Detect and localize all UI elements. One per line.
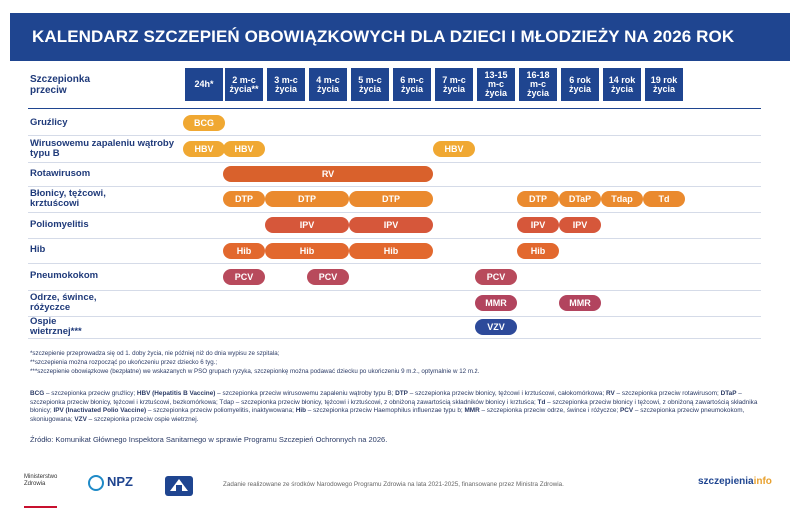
- row-separator: [28, 316, 761, 317]
- legend-abbreviation: Hib: [295, 407, 306, 415]
- legend-description: – szczepionka przeciw błonicy, tężcowi i krztuścowi, bezkomórkowa; Tdap – szczepionka przeciw błonicy, tężcowi i krztuścowi, z obniżoną zawartością składników błonicy i krztuśca;: [30, 390, 742, 406]
- age-label: 5 m-c życia: [358, 74, 382, 94]
- row-separator: [28, 338, 761, 339]
- age-label: 6 rok życia: [568, 74, 592, 94]
- vaccine-dose-pill: IPV: [349, 217, 433, 233]
- vaccine-dose-pill: Tdap: [601, 191, 643, 207]
- age-column-header: [477, 68, 515, 101]
- vaccine-dose-pill: RV: [223, 166, 433, 182]
- footnote: **szczepienia można rozpocząć po ukończeniu przez dziecko 6 tyg.;: [30, 359, 218, 366]
- age-column-header: [435, 68, 473, 101]
- legend-abbreviation: BCG: [30, 390, 45, 397]
- row-separator: [28, 238, 761, 239]
- age-label: 3 m-c życia: [274, 74, 298, 94]
- source-note: Źródło: Komunikat Głównego Inspektora Sanitarnego w sprawie Programu Szczepień Ochronnych na 2026.: [30, 435, 388, 444]
- age-column-header: [185, 68, 223, 101]
- legend-abbreviation: RV: [606, 390, 615, 397]
- age-column-header: [351, 68, 389, 101]
- vaccine-row-label: Hib: [30, 244, 46, 256]
- vaccine-dose-pill: HBV: [183, 141, 225, 157]
- vaccine-row-label: Gruźlicy: [30, 116, 68, 128]
- footnote: *szczepienie przeprowadza się od 1. doby życia, nie później niż do dnia wypisu ze szpitala;: [30, 350, 280, 357]
- vaccine-dose-pill: Hib: [223, 243, 265, 259]
- vaccine-row-label: Pneumokokom: [30, 270, 99, 282]
- vaccine-dose-pill: DTP: [223, 191, 265, 207]
- legend-abbreviation: DTaP: [720, 390, 737, 397]
- vaccine-dose-pill: DTP: [349, 191, 433, 207]
- age-label: 4 m-c życia: [316, 74, 340, 94]
- age-label: 6 m-c życia: [400, 74, 424, 94]
- vaccine-dose-pill: HBV: [223, 141, 265, 157]
- age-column-header: [309, 68, 347, 101]
- age-label: 19 rok życia: [650, 74, 678, 94]
- row-separator: [28, 186, 761, 187]
- vaccine-dose-pill: HBV: [433, 141, 475, 157]
- footnote: ***szczepienie obowiązkowe (bezpłatne) we wskazanych w PSO grupach ryzyka, szczepionkę można podawać dziecku po ukończeniu 9 m.ż., optymalnie w 12 m.ż.: [30, 368, 480, 375]
- vaccine-dose-pill: IPV: [559, 217, 601, 233]
- age-column-header: [267, 68, 305, 101]
- vaccine-dose-pill: PCV: [223, 269, 265, 285]
- legend-description: – szczepionka przeciw pneumokokom, skoniugowana;: [30, 407, 745, 423]
- age-column-header: [225, 68, 263, 101]
- szczepienia-info-logo: szczepieniainfo: [698, 476, 772, 487]
- vaccine-row-label: Rotawirusom: [30, 167, 91, 179]
- legend-description: – szczepionka przeciw poliomyelitis, inaktywowana;: [146, 407, 296, 415]
- column-header-label: Szczepionka przeciw: [30, 74, 91, 96]
- vaccine-dose-pill: Td: [643, 191, 685, 207]
- vaccine-row-label: Poliomyelitis: [30, 218, 89, 230]
- age-label: 24h*: [194, 79, 214, 89]
- age-label: 13-15 m-c życia: [484, 70, 508, 98]
- row-separator: [28, 212, 761, 213]
- legend-abbreviation: Td: [537, 398, 546, 406]
- age-column-header: [603, 68, 641, 101]
- age-column-header: [561, 68, 599, 101]
- vaccine-dose-pill: IPV: [517, 217, 559, 233]
- funding-note: Zadanie realizowane ze środków Narodowego Programu Zdrowia na lata 2021-2025, finansowane przez Ministra Zdrowia.: [223, 481, 564, 488]
- vaccine-row-label: Wirusowemu zapaleniu wątroby typu B: [30, 137, 175, 159]
- vaccine-dose-pill: Hib: [349, 243, 433, 259]
- age-label: 7 m-c życia: [442, 74, 466, 94]
- vaccine-dose-pill: BCG: [183, 115, 225, 131]
- legend-description: – szczepionka przeciw Haemophilus influenzae typu b;: [306, 407, 465, 415]
- npz-mark-icon: [88, 475, 104, 491]
- legend-abbreviation: MMR: [464, 407, 480, 415]
- row-separator: [28, 135, 761, 136]
- row-separator: [28, 108, 761, 109]
- ministry-of-health-logo: Ministerstwo Zdrowia: [24, 474, 57, 508]
- legend-abbreviation: VZV: [74, 415, 87, 423]
- vaccine-dose-pill: DTP: [265, 191, 349, 207]
- vaccine-dose-pill: VZV: [475, 319, 517, 335]
- vaccine-dose-pill: PCV: [307, 269, 349, 285]
- vaccine-row-label: Odrze, śwince, różyczce: [30, 291, 97, 313]
- legend-abbreviation: IPV (Inactivated Polio Vaccine): [53, 407, 147, 415]
- vaccine-dose-pill: MMR: [475, 295, 517, 311]
- row-separator: [28, 290, 761, 291]
- legend-description: – szczepionka przeciw ospie wietrznej.: [86, 415, 199, 423]
- legend-description: – szczepionka przeciw gruźlicy;: [44, 390, 137, 397]
- vaccine-dose-pill: DTP: [517, 191, 559, 207]
- age-column-header: [519, 68, 557, 101]
- vaccine-row-label: Błonicy, tężcowi, krztuścowi: [30, 187, 106, 209]
- legend-description: – szczepionka przeciw odrze, śwince i różyczce;: [479, 407, 620, 415]
- vaccine-dose-pill: Hib: [265, 243, 349, 259]
- abbreviation-legend: [30, 390, 765, 424]
- row-separator: [28, 162, 761, 163]
- legend-description: – szczepionka przeciw błonicy, tężcowi i krztuścowi, całokomórkowa;: [407, 390, 606, 397]
- gis-emblem-icon: [162, 474, 196, 498]
- age-label: 2 m-c życia**: [229, 74, 259, 94]
- legend-abbreviation: DTP: [395, 390, 408, 397]
- vaccine-dose-pill: DTaP: [559, 191, 601, 207]
- legend-description: – szczepionka przeciw wirusowemu zapaleniu wątroby typu B;: [215, 390, 396, 397]
- legend-abbreviation: HBV (Hepatitis B Vaccine): [136, 390, 216, 397]
- age-label: 14 rok życia: [608, 74, 636, 94]
- vaccine-row-label: Ospie wietrznej***: [30, 315, 82, 337]
- age-column-header: [393, 68, 431, 101]
- npz-logo: NPZ: [88, 474, 133, 504]
- legend-abbreviation: PCV: [620, 407, 634, 415]
- vaccine-dose-pill: MMR: [559, 295, 601, 311]
- vaccine-dose-pill: PCV: [475, 269, 517, 285]
- page-title: KALENDARZ SZCZEPIEŃ OBOWIĄZKOWYCH DLA DZIECI I MŁODZIEŻY NA 2026 ROK: [10, 13, 790, 61]
- row-separator: [28, 263, 761, 264]
- vaccine-dose-pill: Hib: [517, 243, 559, 259]
- age-column-header: [645, 68, 683, 101]
- age-label: 16-18 m-c życia: [526, 70, 550, 98]
- legend-description: – szczepionka przeciw rotawirusom;: [614, 390, 721, 397]
- legend-description: – szczepionka przeciw błonicy i tężcowi, z obniżoną zawartością składnika błonicy;: [30, 398, 758, 415]
- vaccine-dose-pill: IPV: [265, 217, 349, 233]
